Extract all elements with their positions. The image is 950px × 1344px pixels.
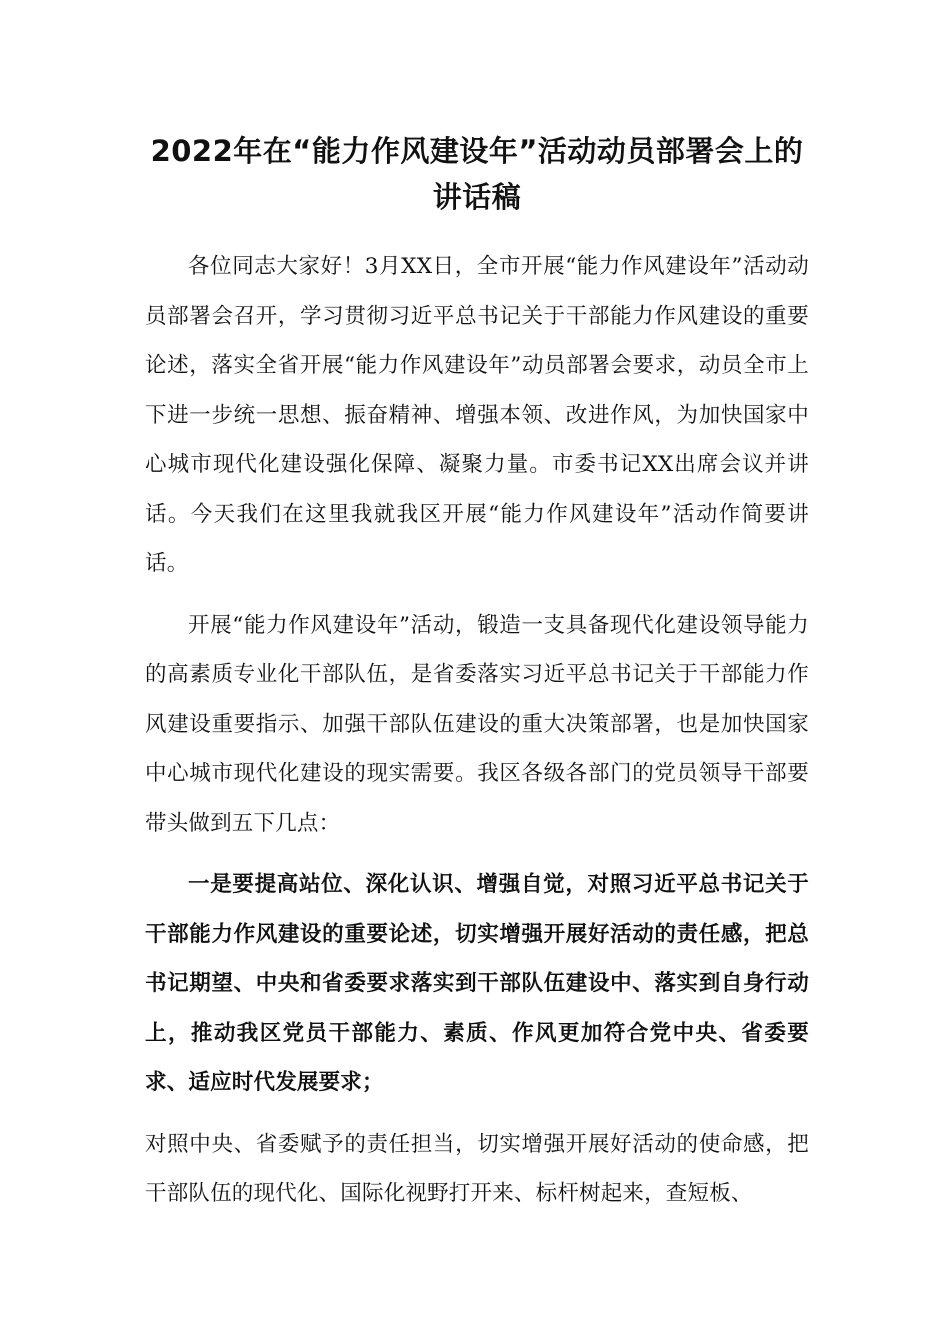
document-title	[145, 128, 809, 220]
title-line-2: 讲话稿	[432, 180, 522, 214]
paragraph-background: 开展“能力作风建设年”活动，锻造一支具备现代化建设领导能力的高素质专业化干部队伍，是省委落实习近平总书记关于干部能力作风建设重要指示、加强干部队伍建设的重大决策部署，也是加快国家中心城市现代化建设的现实需要。我区各级各部门的党员领导干部要带头做到五下几点：	[145, 612, 809, 836]
title-line-1: 2022年在“能力作风建设年”活动动员部署会上的	[150, 134, 804, 168]
document-body	[145, 242, 809, 1219]
paragraph-point-one: 一是要提高站位、深化认识、增强自觉，对照习近平总书记关于干部能力作风建设的重要论述，切实增强开展好活动的责任感，把总书记期望、中央和省委要求落实到干部队伍建设中、落实到自身行动上，推动我区党员干部能力、素质、作风更加符合党中央、省委要求、适应时代发展要求；	[145, 872, 809, 1095]
paragraph-continuation: 对照中央、省委赋予的责任担当，切实增强开展好活动的使命感，把干部队伍的现代化、国际化视野打开来、标杆树起来，查短板、	[145, 1131, 809, 1206]
document-page	[145, 128, 809, 1219]
paragraph-greeting: 各位同志大家好！3月XX日，全市开展“能力作风建设年”活动动员部署会召开，学习贯彻习近平总书记关于干部能力作风建设的重要论述，落实全省开展“能力作风建设年”动员部署会要求，动员全市上下进一步统一思想、振奋精神、增强本领、改进作风，为加快国家中心城市现代化建设强化保障、凝聚力量。市委书记XX出席会议并讲话。今天我们在这里我就我区开展“能力作风建设年”活动作简要讲话。	[145, 254, 809, 576]
